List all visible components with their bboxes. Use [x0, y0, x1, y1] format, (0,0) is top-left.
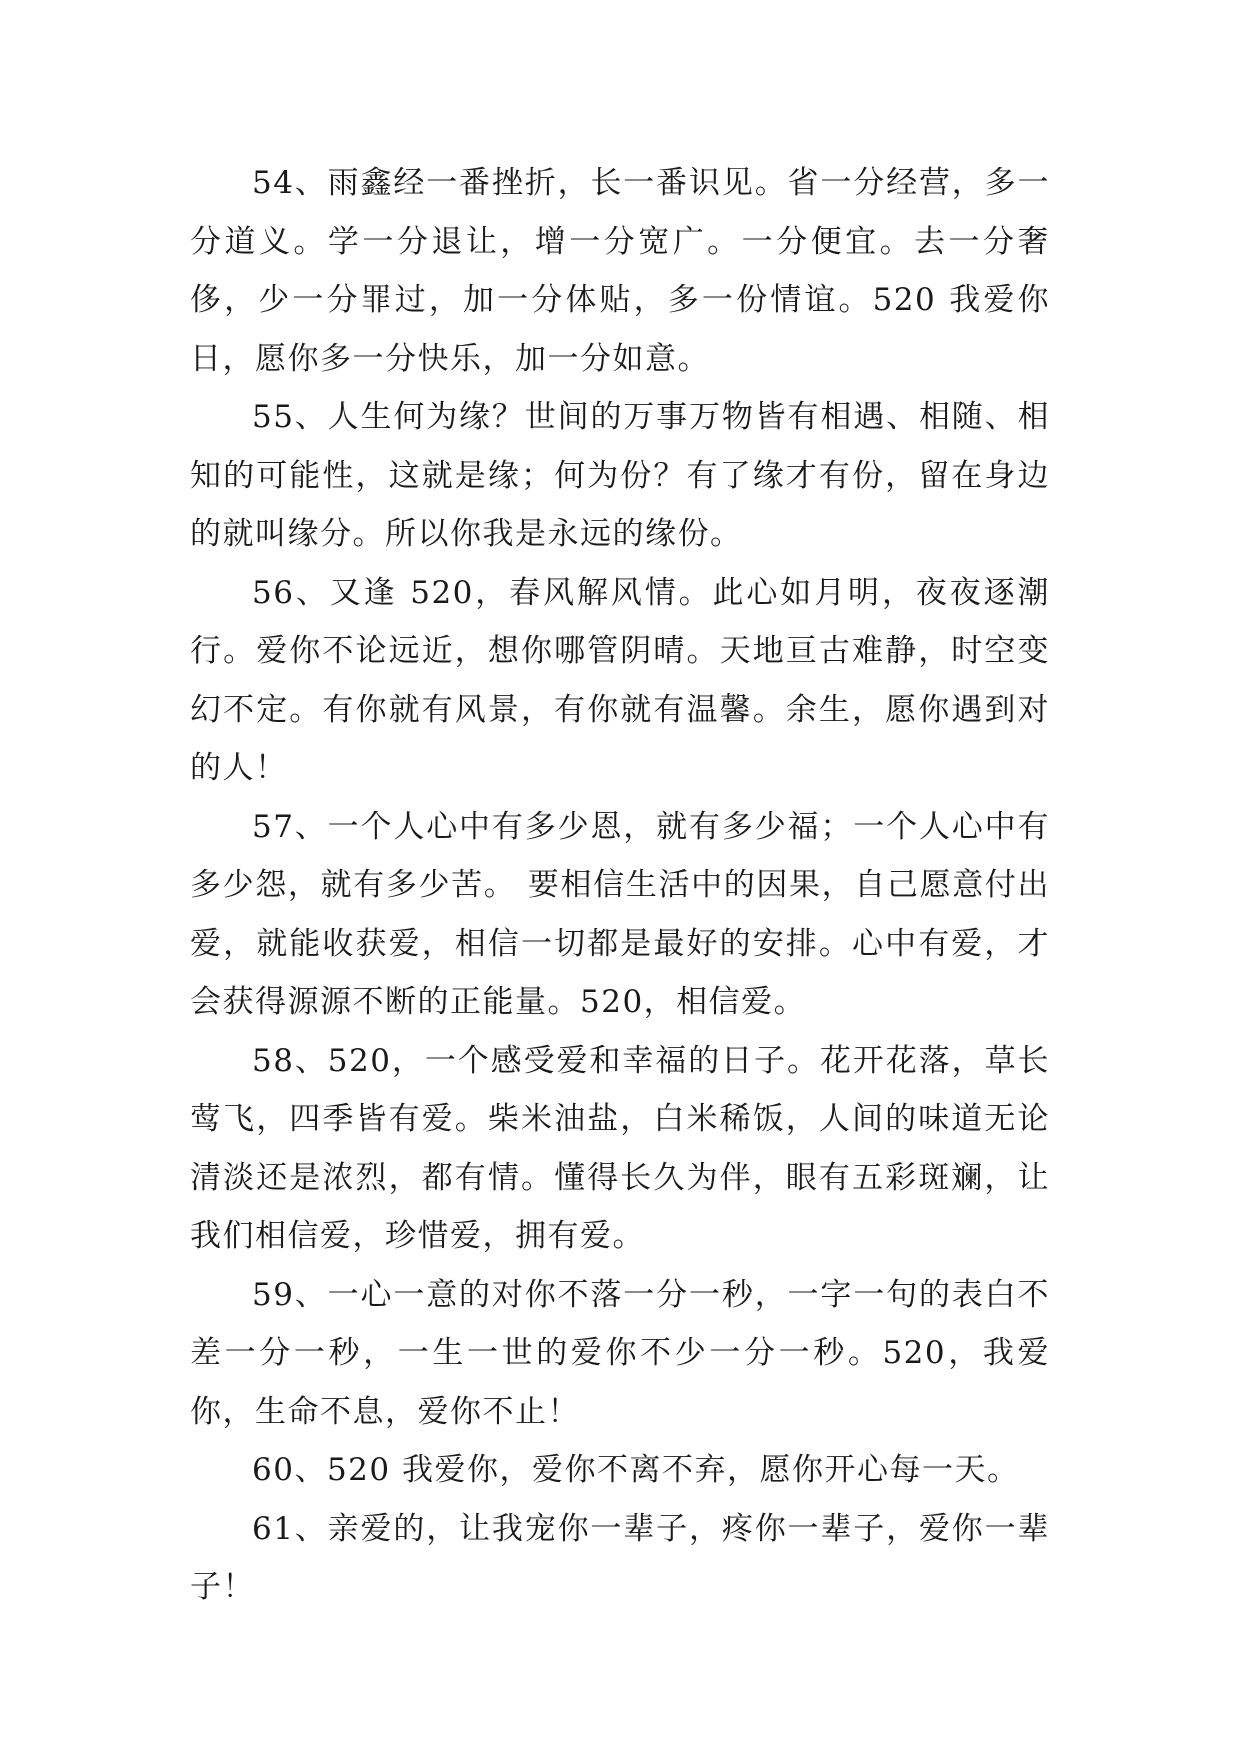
paragraph-55: 55、人生何为缘？世间的万事万物皆有相遇、相随、相知的可能性，这就是缘；何为份？有了缘才有份，留在身边的就叫缘分。所以你我是永远的缘份。 [190, 399, 1050, 552]
paragraph-61: 61、亲爱的，让我宠你一辈子，疼你一辈子，爱你一辈子！ [190, 1510, 1050, 1605]
paragraph-54: 54、雨鑫经一番挫折，长一番识见。省一分经营，多一分道义。学一分退让，增一分宽广。一分便宜。去一分奢侈，少一分罪过，加一分体贴，多一份情谊。520 我爱你日，愿你多一分快乐，加一分如意。 [190, 165, 1050, 377]
paragraph-56: 56、又逢 520，春风解风情。此心如月明，夜夜逐潮行。爱你不论远近，想你哪管阴晴。天地亘古难静，时空变幻不定。有你就有风景，有你就有温馨。余生，愿你遇到对的人！ [190, 574, 1050, 786]
paragraph-58: 58、520，一个感受爱和幸福的日子。花开花落，草长莺飞，四季皆有爱。柴米油盐，白米稀饭，人间的味道无论清淡还是浓烈，都有情。懂得长久为伴，眼有五彩斑斓，让我们相信爱，珍惜爱，拥有爱。 [190, 1042, 1050, 1254]
document-body [190, 154, 1050, 1617]
paragraph-59: 59、一心一意的对你不落一分一秒，一字一句的表白不差一分一秒，一生一世的爱你不少一分一秒。520，我爱你，生命不息，爱你不止！ [190, 1276, 1050, 1430]
paragraph-60: 60、520 我爱你，爱你不离不弃，愿你开心每一天。 [252, 1452, 1020, 1488]
paragraph-57: 57、一个人心中有多少恩，就有多少福；一个人心中有多少怨，就有多少苦。 要相信生活中的因果，自己愿意付出爱，就能收获爱，相信一切都是最好的安排。心中有爱，才会获得源源不断的正能量。520，相信爱。 [190, 808, 1050, 1020]
